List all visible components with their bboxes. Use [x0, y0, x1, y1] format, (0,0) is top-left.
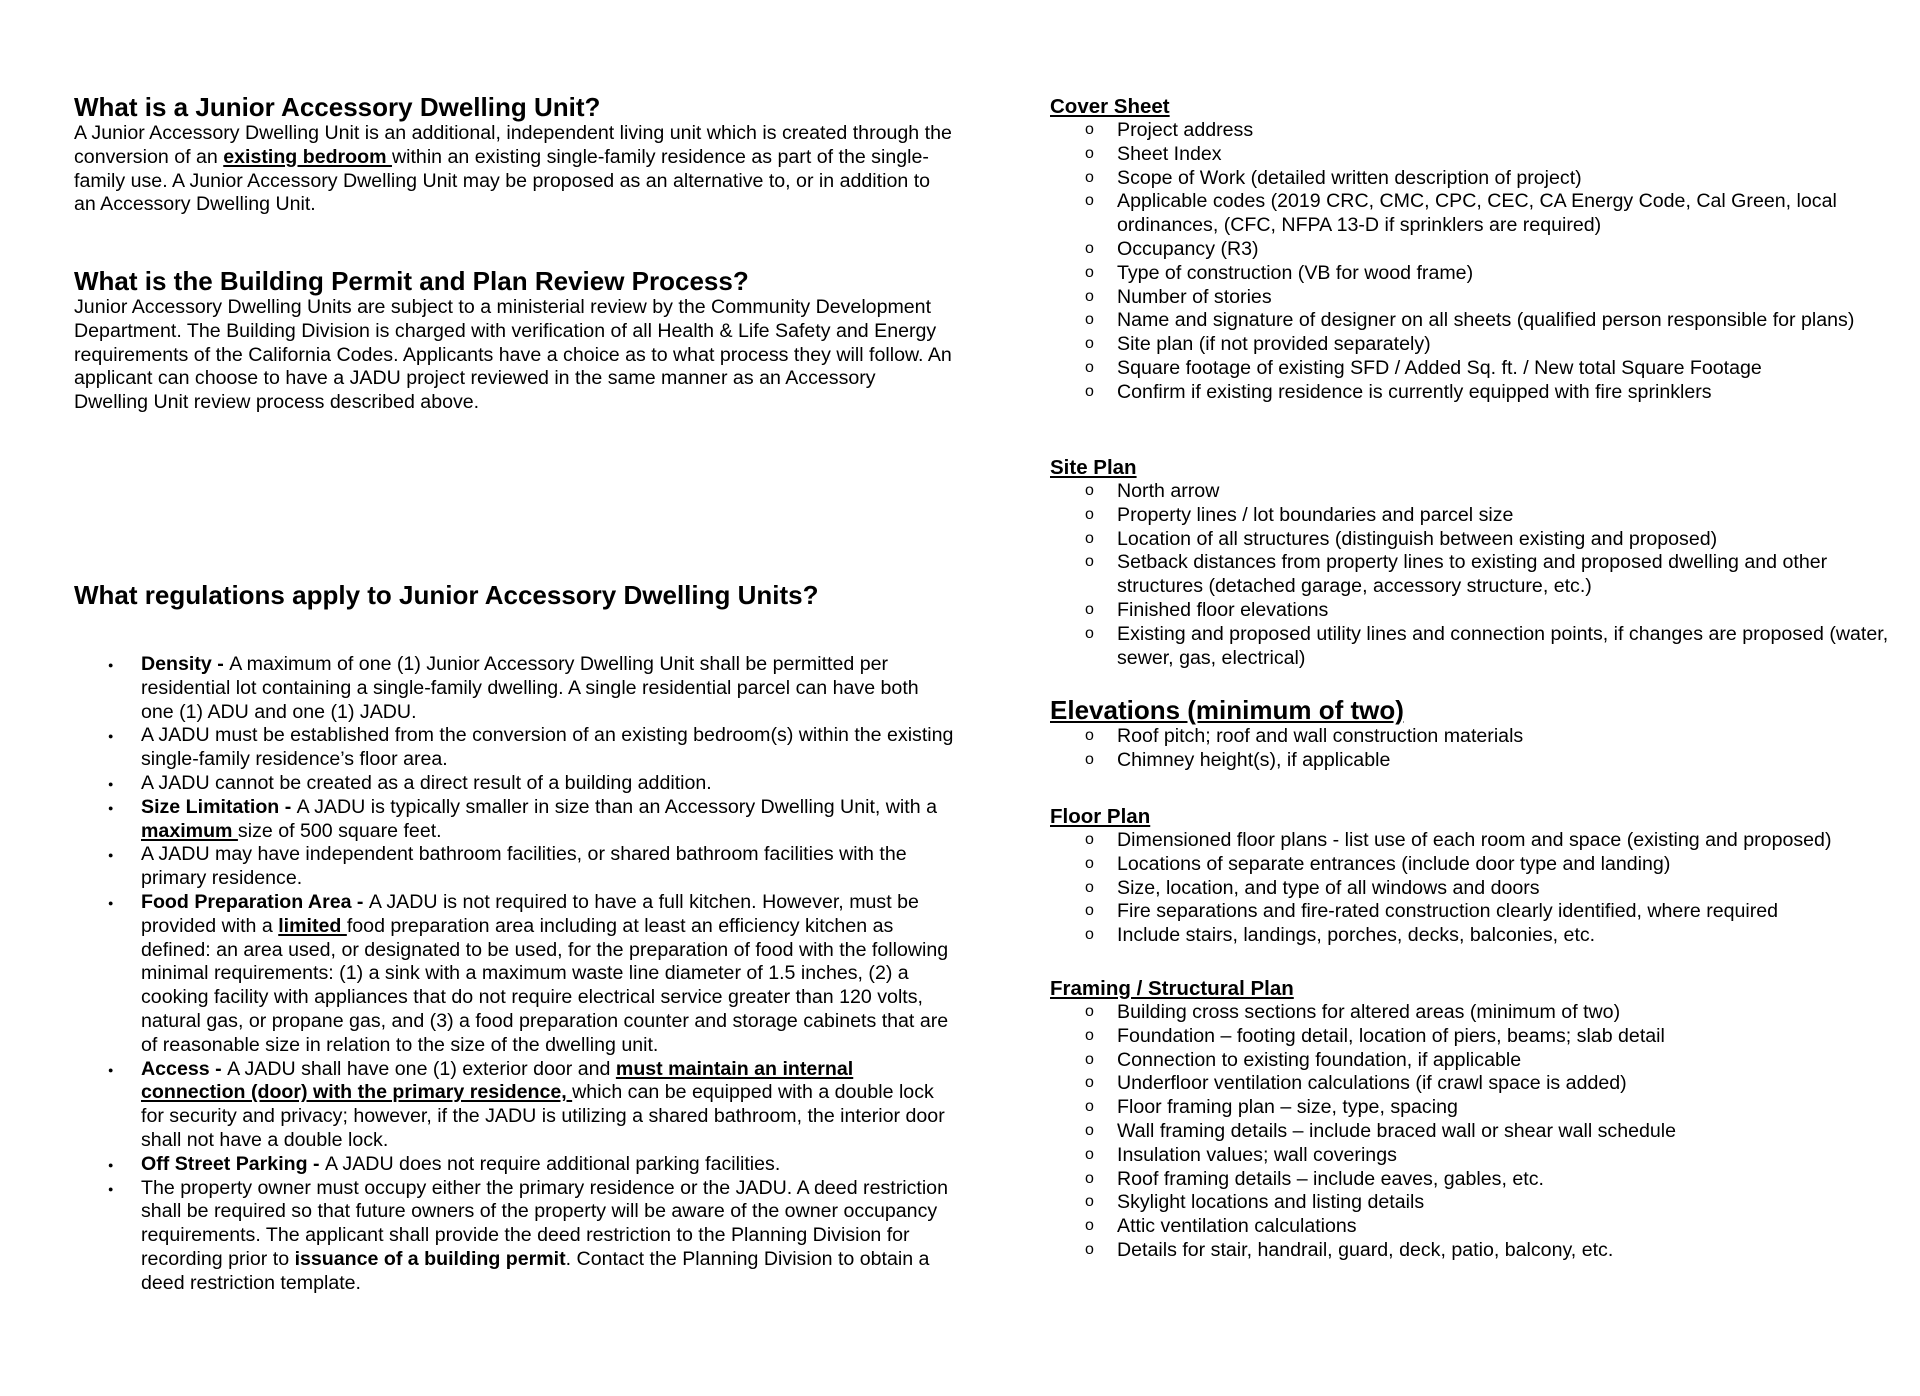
circle-bullet-icon: o: [1085, 263, 1094, 281]
circle-bullet-icon: o: [1085, 239, 1094, 257]
heading-floor-plan: Floor Plan: [1050, 805, 1151, 828]
checklist-item-text: Attic ventilation calculations: [1117, 1215, 1357, 1238]
circle-bullet-icon: o: [1085, 121, 1094, 138]
circle-bullet-icon: o: [1085, 1145, 1094, 1163]
circle-bullet-icon: o: [1085, 1074, 1094, 1092]
checklist-item: [1050, 924, 1907, 948]
floor-plan-list: [1050, 829, 1907, 948]
checklist-item-text: Roof framing details – include eaves, gables, etc.: [1117, 1167, 1544, 1190]
checklist-item: [1050, 1120, 1907, 1144]
bullet-icon: ●: [108, 731, 114, 742]
circle-bullet-icon: o: [1085, 854, 1094, 872]
checklist-item: [1050, 381, 1907, 405]
emphasis-text: issuance of a building permit: [294, 1247, 566, 1270]
bullet-icon: ●: [108, 660, 114, 670]
regulation-item: [74, 1058, 956, 1153]
checklist-item: [1050, 1072, 1907, 1096]
regulation-item: [74, 724, 956, 772]
circle-bullet-icon: o: [1085, 1050, 1094, 1068]
emphasis-text: Size Limitation -: [141, 795, 297, 818]
checklist-item-text: Building cross sections for altered areas (minimum of two): [1117, 1001, 1621, 1023]
section-elevations: [1050, 695, 1907, 773]
section-cover-sheet: [1050, 95, 1907, 405]
circle-bullet-icon: o: [1085, 287, 1094, 305]
checklist-item-text: Applicable codes (2019 CRC, CMC, CPC, CEC, CA Energy Code, Cal Green, local ordinances, (CFC, NFPA 13-D if sprinklers are required): [1117, 190, 1837, 237]
text-segment: size of 500 square feet.: [237, 819, 442, 842]
checklist-item-text: Roof pitch; roof and wall construction materials: [1117, 725, 1524, 747]
circle-bullet-icon: o: [1085, 1240, 1094, 1258]
text-segment: which can be equipped with a double lock for security and privacy; however, if the JADU is utilizing a shared bathroom, the interior door shall not have a double lock.: [141, 1081, 945, 1151]
checklist-item-text: Wall framing details – include braced wall or shear wall schedule: [1117, 1119, 1677, 1142]
checklist-item: [1050, 749, 1907, 773]
regulation-item: [74, 1177, 956, 1296]
heading-what-is-jadu: What is a Junior Accessory Dwelling Unit?: [74, 92, 601, 122]
text-segment: A JADU is not required to have a full kitchen. However, must be provided with a: [141, 890, 919, 937]
checklist-item: [1050, 900, 1907, 924]
checklist-item-text: Fire separations and fire-rated construction clearly identified, where required: [1117, 900, 1779, 923]
checklist-item: [1050, 1144, 1907, 1168]
regulation-item: [74, 891, 956, 1058]
checklist-item: [1050, 725, 1907, 749]
regulation-item: [74, 1153, 956, 1177]
text-segment: A maximum of one (1) Junior Accessory Dwelling Unit shall be permitted per residential lot containing a single-family dwelling. A single residential parcel can have both one (1) ADU and one (1) JADU.: [141, 653, 919, 723]
circle-bullet-icon: o: [1085, 902, 1094, 920]
circle-bullet-icon: o: [1085, 1121, 1094, 1139]
paragraph-jadu-definition: [74, 122, 954, 217]
site-plan-list: [1050, 480, 1907, 670]
text-segment: A JADU may have independent bathroom facilities, or shared bathroom facilities with the primary residence.: [141, 843, 907, 890]
heading-site-plan: Site Plan: [1050, 456, 1137, 479]
circle-bullet-icon: o: [1085, 831, 1094, 848]
checklist-item: [1050, 1001, 1907, 1025]
cover-sheet-list: [1050, 119, 1907, 405]
checklist-item: [1050, 829, 1907, 853]
checklist-item-text: Property lines / lot boundaries and parcel size: [1117, 503, 1514, 526]
circle-bullet-icon: o: [1085, 382, 1094, 400]
circle-bullet-icon: o: [1085, 358, 1094, 376]
emphasis-text: maximum: [141, 819, 238, 842]
checklist-item: [1050, 357, 1907, 381]
section-regulations: [74, 580, 974, 1296]
checklist-item-text: Type of construction (VB for wood frame): [1117, 261, 1474, 284]
checklist-item-text: Square footage of existing SFD / Added Sq. ft. / New total Square Footage: [1117, 356, 1762, 379]
checklist-item-text: Scope of Work (detailed written description of project): [1117, 166, 1582, 189]
checklist-item: [1050, 1168, 1907, 1192]
bullet-icon: ●: [108, 850, 114, 861]
checklist-item: [1050, 333, 1907, 357]
checklist-item-text: Name and signature of designer on all sheets (qualified person responsible for plans): [1117, 309, 1855, 332]
bullet-icon: ●: [108, 1064, 114, 1075]
checklist-item: [1050, 1049, 1907, 1073]
text-segment: A JADU shall have one (1) exterior door and: [227, 1057, 616, 1080]
emphasis-text: Density -: [141, 653, 230, 675]
checklist-item-text: Setback distances from property lines to existing and proposed dwelling and other structures (detached garage, accessory structure, etc.): [1117, 551, 1828, 598]
text-segment: A JADU cannot be created as a direct result of a building addition.: [141, 771, 712, 794]
checklist-item-text: Occupancy (R3): [1117, 237, 1259, 260]
text-segment: A Junior Accessory Dwelling Unit is an additional, independent living unit which is created through the conversion of an: [74, 122, 952, 168]
emphasis-text: limited: [278, 914, 347, 937]
checklist-item-text: Size, location, and type of all windows and doors: [1117, 876, 1540, 899]
checklist-item-text: Sheet Index: [1117, 142, 1222, 165]
checklist-item: [1050, 1025, 1907, 1049]
checklist-item-text: Dimensioned floor plans - list use of each room and space (existing and proposed): [1117, 829, 1832, 851]
checklist-item: [1050, 238, 1907, 262]
emphasis-text: existing bedroom: [223, 145, 392, 168]
checklist-item-text: Project address: [1117, 119, 1254, 141]
heading-permit-process: What is the Building Permit and Plan Review Process?: [74, 266, 749, 296]
circle-bullet-icon: o: [1085, 1026, 1094, 1044]
circle-bullet-icon: o: [1085, 482, 1094, 499]
section-permit-process: [74, 266, 954, 415]
checklist-item-text: Floor framing plan – size, type, spacing: [1117, 1096, 1458, 1119]
checklist-item-text: Underfloor ventilation calculations (if crawl space is added): [1117, 1072, 1627, 1095]
checklist-item: [1050, 623, 1907, 671]
elevations-list: [1050, 725, 1907, 773]
regulation-item: [74, 653, 956, 724]
checklist-item-text: Existing and proposed utility lines and connection points, if changes are proposed (water, sewer, gas, electrical): [1117, 622, 1889, 669]
bullet-icon: ●: [108, 778, 114, 789]
text-segment: A JADU must be established from the conversion of an existing bedroom(s) within the existing single-family residence’s floor area.: [141, 724, 954, 771]
section-what-is-jadu: [74, 92, 954, 217]
checklist-item: [1050, 528, 1907, 552]
checklist-item: [1050, 167, 1907, 191]
circle-bullet-icon: o: [1085, 553, 1094, 571]
checklist-item-text: Site plan (if not provided separately): [1117, 333, 1431, 356]
regulation-item: [74, 772, 956, 796]
emphasis-text: Off Street Parking -: [141, 1152, 325, 1175]
section-framing-plan: [1050, 977, 1907, 1263]
checklist-item: [1050, 1096, 1907, 1120]
checklist-item-text: Number of stories: [1117, 285, 1272, 308]
checklist-item: [1050, 309, 1907, 333]
bullet-icon: ●: [108, 802, 114, 813]
checklist-item-text: Location of all structures (distinguish between existing and proposed): [1117, 527, 1718, 550]
circle-bullet-icon: o: [1085, 144, 1094, 162]
circle-bullet-icon: o: [1085, 926, 1094, 944]
checklist-item: [1050, 262, 1907, 286]
emphasis-text: Access -: [141, 1057, 228, 1080]
checklist-item: [1050, 1215, 1907, 1239]
circle-bullet-icon: o: [1085, 192, 1094, 210]
checklist-item-text: Skylight locations and listing details: [1117, 1191, 1425, 1214]
checklist-item-text: Connection to existing foundation, if applicable: [1117, 1048, 1522, 1071]
checklist-item-text: Finished floor elevations: [1117, 598, 1329, 621]
checklist-item-text: Chimney height(s), if applicable: [1117, 748, 1391, 771]
circle-bullet-icon: o: [1085, 624, 1094, 642]
circle-bullet-icon: o: [1085, 1003, 1094, 1020]
circle-bullet-icon: o: [1085, 600, 1094, 618]
circle-bullet-icon: o: [1085, 1217, 1094, 1235]
text-segment: The property owner must occupy either the primary residence or the JADU. A deed restriction shall be required so that future owners of the property will be aware of the owner occupancy requirements. The applicant shall provide the deed restriction to the Planning Division for recording prior to: [141, 1176, 948, 1270]
checklist-item: [1050, 504, 1907, 528]
circle-bullet-icon: o: [1085, 311, 1094, 329]
section-site-plan: [1050, 456, 1907, 670]
bullet-icon: ●: [108, 897, 114, 908]
checklist-item-text: Include stairs, landings, porches, decks, balconies, etc.: [1117, 924, 1596, 947]
text-segment: A JADU is typically smaller in size than an Accessory Dwelling Unit, with a: [296, 795, 937, 818]
circle-bullet-icon: o: [1085, 1193, 1094, 1211]
checklist-item-text: Details for stair, handrail, guard, deck, patio, balcony, etc.: [1117, 1238, 1614, 1261]
regulation-item: [74, 843, 956, 891]
bullet-icon: ●: [108, 1183, 114, 1194]
text-segment: A JADU does not require additional parking facilities.: [325, 1152, 781, 1175]
heading-framing-plan: Framing / Structural Plan: [1050, 977, 1294, 1000]
emphasis-text: Food Preparation Area -: [141, 890, 369, 913]
text-segment: food preparation area including at least an efficiency kitchen as defined: an area used, or designated to be used, for the preparation of food with the following minimal requirements: (1) a sink with a maximum waste line diameter of 1.5 inches, (2) a cooking facility with appliances that do not require electrical service greater than 120 volts, natural gas, or propane gas, and (3) a food preparation counter and storage cabinets that are of reasonable size in relation to the size of the dwelling unit.: [141, 914, 949, 1056]
section-floor-plan: [1050, 805, 1907, 948]
framing-plan-list: [1050, 1001, 1907, 1263]
checklist-item-text: Confirm if existing residence is currently equipped with fire sprinklers: [1117, 380, 1712, 403]
circle-bullet-icon: o: [1085, 1098, 1094, 1116]
text-segment: within an existing single-family residence as part of the single-family use. A Junior Accessory Dwelling Unit may be proposed as an alternative to, or in addition to an Accessory Dwelling Unit.: [74, 145, 931, 216]
emphasis-text: must maintain an internal connection (door) with the primary residence,: [141, 1057, 854, 1104]
checklist-item: [1050, 286, 1907, 310]
circle-bullet-icon: o: [1085, 168, 1094, 186]
checklist-item: [1050, 480, 1907, 504]
checklist-item: [1050, 119, 1907, 143]
checklist-item: [1050, 551, 1907, 599]
checklist-item: [1050, 190, 1907, 238]
bullet-icon: ●: [108, 1159, 114, 1170]
checklist-item: [1050, 1239, 1907, 1263]
circle-bullet-icon: o: [1085, 1169, 1094, 1187]
checklist-item-text: North arrow: [1117, 480, 1220, 502]
circle-bullet-icon: o: [1085, 727, 1094, 744]
checklist-item: [1050, 853, 1907, 877]
checklist-item: [1050, 599, 1907, 623]
checklist-item: [1050, 143, 1907, 167]
checklist-item-text: Foundation – footing detail, location of piers, beams; slab detail: [1117, 1024, 1665, 1047]
checklist-item-text: Locations of separate entrances (include door type and landing): [1117, 852, 1671, 875]
heading-regulations: What regulations apply to Junior Accessory Dwelling Units?: [74, 580, 819, 610]
regulation-item: [74, 796, 956, 844]
heading-elevations: Elevations (minimum of two): [1050, 695, 1404, 725]
circle-bullet-icon: o: [1085, 529, 1094, 547]
circle-bullet-icon: o: [1085, 505, 1094, 523]
heading-cover-sheet: Cover Sheet: [1050, 95, 1170, 118]
circle-bullet-icon: o: [1085, 878, 1094, 896]
checklist-item-text: Insulation values; wall coverings: [1117, 1143, 1397, 1166]
checklist-item: [1050, 1191, 1907, 1215]
text-segment: . Contact the Planning Division to obtain a deed restriction template.: [141, 1247, 930, 1294]
regulations-list: [74, 653, 974, 1296]
checklist-item: [1050, 877, 1907, 901]
paragraph-permit-process: Junior Accessory Dwelling Units are subject to a ministerial review by the Community Development Department. The Building Division is charged with verification of all Health & Life Safety and Energy requirements of the California Codes. Applicants have a choice as to what process they will follow. An applicant can choose to have a JADU project reviewed in the same manner as an Accessory Dwelling Unit review process described above.: [74, 296, 952, 414]
circle-bullet-icon: o: [1085, 750, 1094, 768]
circle-bullet-icon: o: [1085, 335, 1094, 353]
